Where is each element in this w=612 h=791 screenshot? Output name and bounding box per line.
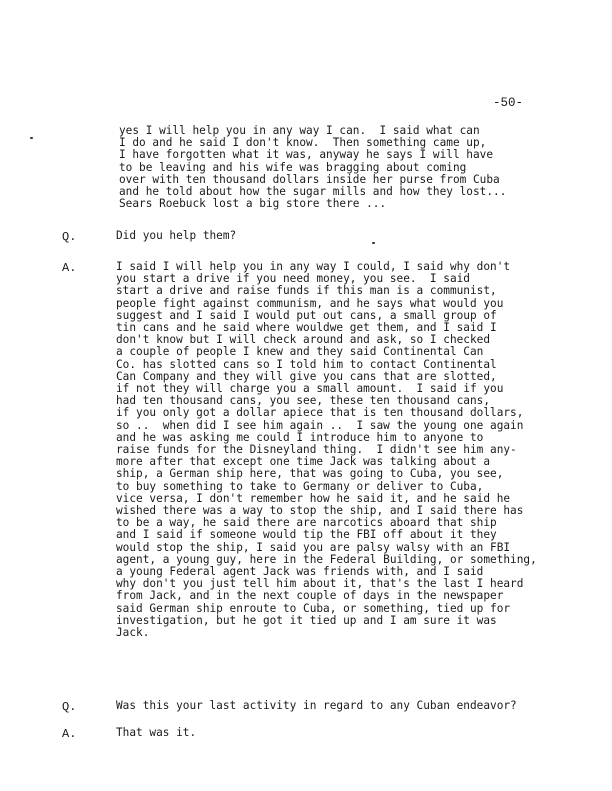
question-text: Did you help them? — [116, 229, 237, 242]
continuation-paragraph: yes I will help you in any way I can. I said what can I do and he said I don't know. Then something came up, I have forgotten what it was, anyway he says I will have to be leaving and his wife was bragging about coming over with ten thousand dollars inside her purse from Cuba and he told about how the sugar mills and how they lost... Sears Roebuck lost a big store there ... — [119, 124, 507, 211]
answer-label: A. — [62, 261, 77, 275]
margin-mark — [372, 242, 375, 244]
question-label: Q. — [62, 230, 77, 244]
answer-text: I said I will help you in any way I could, I said why don't you start a drive if you need money, you see. I said start a drive and raise funds if this man is a communist, people fight against communism, and he says what would you suggest and I said I would put out cans, a small group of tin cans and he said where wouldwe get them, and I said I don't know but I will check around and ask, so I checked a couple of people I knew and they said Continental Can Co. has slotted cans so I told him to contact Continental Can Company and they will give you cans that are slotted, if not they will charge you a small amount. I said if you had ten thousand cans, you see, these ten thousand cans, if you only got a dollar apiece that is ten thousand dollars, so .. when did I see him again .. I saw the young one again and he was asking me could I introduce him to anyone to raise funds for the Disneyland thing. I didn't see him any- more after that except one time Jack was talking about a ship, a German ship here, that was going to Cuba, you see, to buy something to take to Germany or deliver to Cuba, vice versa, I don't remember how he said it, and he said he wished there was a way to stop the ship, and I said there has to be a way, he said there are narcotics aboard that ship and I said if someone would tip the FBI off about it they would stop the ship, I said you are palsy walsy with an FBI agent, a young guy, here in the Federal Building, or something, a young Federal agent Jack was friends with, and I said why don't you just tell him about it, that's the last I heard from Jack, and in the next couple of days in the newspaper said German ship enroute to Cuba, or something, tied up for investigation, but he got it tied up and I am sure it was Jack. — [116, 260, 537, 640]
answer-text: That was it. — [116, 726, 197, 739]
page-number: -50- — [493, 96, 524, 110]
answer-label: A. — [62, 727, 77, 741]
question-label: Q. — [62, 700, 77, 714]
margin-mark — [30, 137, 33, 139]
question-text: Was this your last activity in regard to any Cuban endeavor? — [116, 699, 517, 712]
